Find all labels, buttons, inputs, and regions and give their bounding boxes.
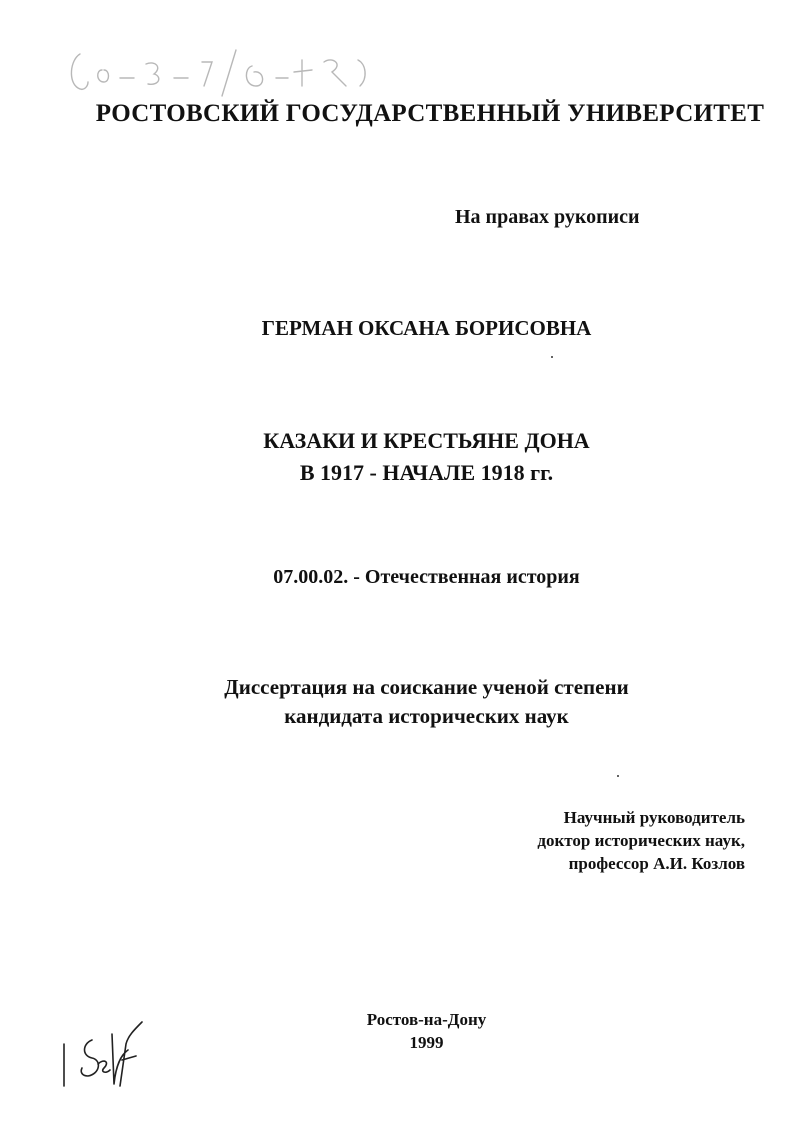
handwritten-signature-image [62, 1014, 152, 1099]
author-name: ГЕРМАН ОКСАНА БОРИСОВНА [261, 316, 592, 340]
degree-statement-line-2: кандидата исторических наук [284, 704, 569, 728]
city: Ростов-на-Дону [366, 1010, 487, 1029]
supervisor-degree: доктор исторических наук, [537, 831, 745, 850]
thesis-title-line-2: В 1917 - НАЧАЛЕ 1918 гг. [299, 460, 554, 485]
specialty-code: 07.00.02. - Отечественная история [273, 566, 580, 588]
supervisor-name: профессор А.И. Козлов [568, 854, 745, 873]
university-name: РОСТОВСКИЙ ГОСУДАРСТВЕННЫЙ УНИВЕРСИТЕТ [95, 100, 765, 127]
thesis-title-line-1: КАЗАКИ И КРЕСТЬЯНЕ ДОНА [263, 428, 590, 453]
degree-statement-line-1: Диссертация на соискание ученой степени [224, 675, 629, 699]
archive-mark-image [62, 42, 392, 102]
supervisor-label: Научный руководитель [563, 808, 745, 827]
speck-dot [551, 356, 553, 358]
speck-dot [617, 775, 619, 777]
year: 1999 [409, 1033, 444, 1052]
manuscript-note: На правах рукописи [455, 206, 640, 228]
